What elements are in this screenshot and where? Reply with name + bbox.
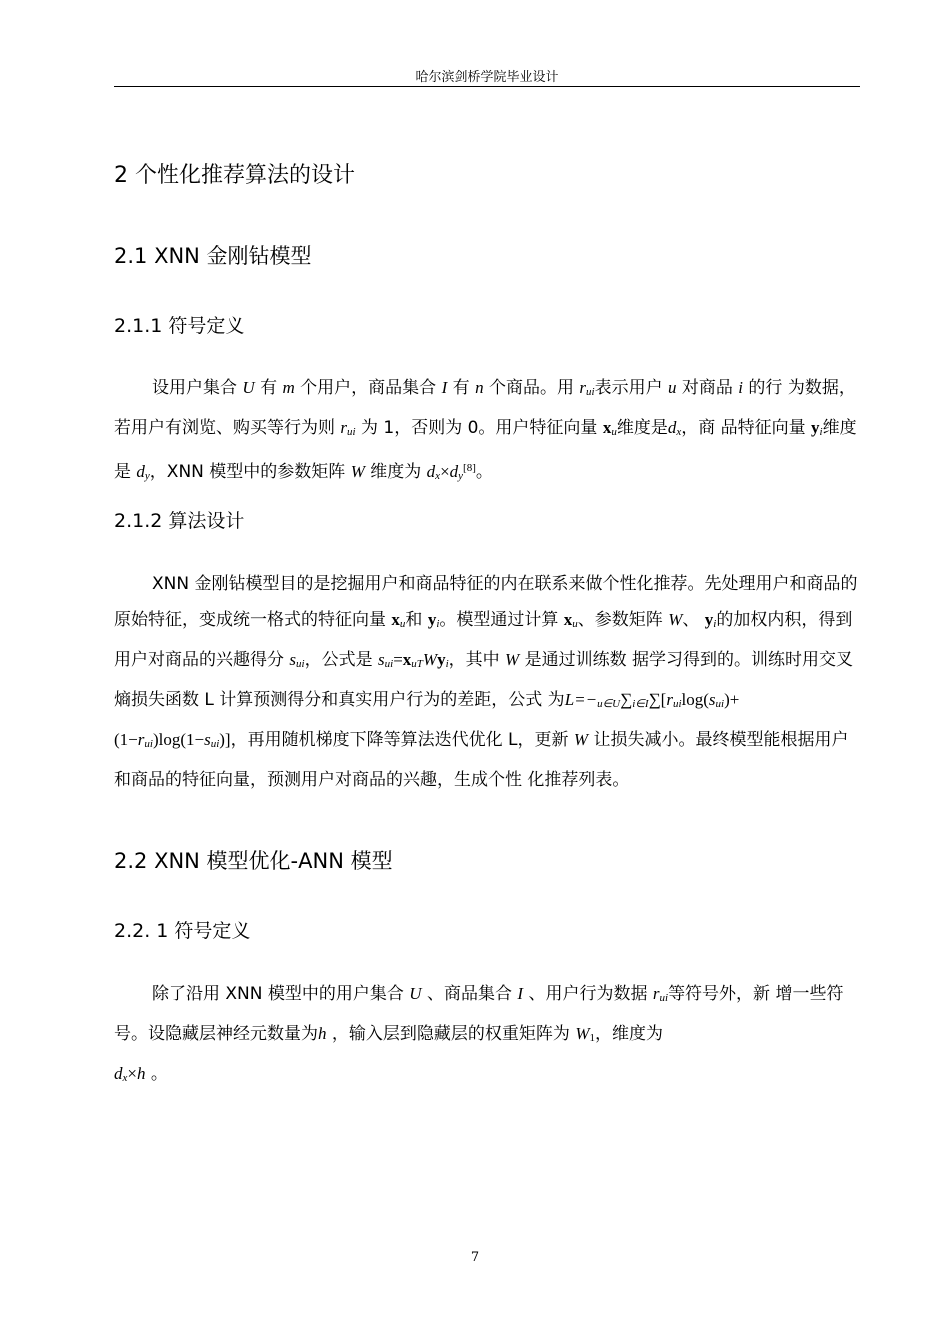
symbol-r: r	[137, 730, 145, 749]
formula-log: )+(1−	[114, 690, 740, 749]
subscript: 1	[589, 1032, 595, 1044]
text: ，维度为	[594, 1024, 663, 1044]
text: 表示用户	[594, 378, 668, 398]
text: 的行 为数据，若用户有浏览、购买等行为则	[114, 378, 856, 438]
text: 、用户行为数据	[523, 984, 653, 1004]
text: 和	[405, 610, 428, 630]
subscript: x	[676, 426, 682, 438]
text: 等符号外，新 增一些符号。设隐藏层神经元数量为	[114, 984, 844, 1044]
paragraph-algorithm-design	[114, 566, 860, 798]
text: ，输入层到隐藏层的权重矩阵为	[326, 1024, 576, 1044]
formula-bracket: ∑[	[648, 690, 667, 709]
symbol-W: W	[422, 650, 438, 669]
symbol-U: U	[242, 378, 255, 397]
symbol-W: W	[668, 610, 683, 629]
symbol-y: y	[811, 418, 820, 437]
subscript: u	[611, 426, 617, 438]
symbol-i: i	[738, 378, 744, 397]
subscript: i	[819, 426, 823, 438]
text: 、商品集合	[421, 984, 518, 1004]
text: 。模型通过计算	[439, 610, 564, 630]
times-sign: ×	[127, 1064, 137, 1083]
symbol-h: h	[318, 1024, 327, 1043]
text: ，公式是	[304, 650, 378, 670]
symbol-r: r	[652, 984, 660, 1003]
formula-log: log(	[681, 690, 709, 709]
section-2-2-title: 2.2 XNN 模型优化-ANN 模型	[114, 849, 393, 873]
times-sign: ×	[440, 462, 450, 481]
subscript: ui	[715, 698, 725, 710]
symbol-n: n	[475, 378, 484, 397]
page-header: 哈尔滨剑桥学院毕业设计	[415, 70, 559, 85]
symbol-d: d	[136, 462, 145, 481]
chapter-title: 2 个性化推荐算法的设计	[114, 163, 355, 188]
text: 让损失减小。最终模型能根据用户和商品的特征向量，预测用户对商品的兴趣，生成个性 化推荐列表。	[114, 730, 849, 790]
equals-sign: =	[393, 650, 403, 669]
subscript: i	[445, 658, 449, 670]
text: 、参数矩阵	[577, 610, 669, 630]
symbol-s: s	[204, 730, 211, 749]
subscript: y	[144, 470, 150, 482]
subscript: ui	[384, 658, 394, 670]
text: 个商品。用	[483, 378, 580, 398]
subscript: ui	[144, 738, 153, 750]
symbol-y: y	[427, 610, 437, 629]
symbol-W: W	[505, 650, 520, 669]
symbol-I: I	[441, 378, 448, 397]
section-2-1-1-title: 2.1.1 符号定义	[114, 315, 245, 337]
subscript: y	[458, 470, 464, 482]
symbol-r: r	[340, 418, 348, 437]
formula-bracket: )]	[219, 730, 231, 749]
subscript: u	[411, 658, 417, 670]
subscript: i	[436, 618, 440, 630]
symbol-x: x	[602, 418, 612, 437]
symbol-r: r	[579, 378, 587, 397]
symbol-s: s	[378, 650, 385, 669]
text: 个用户，商品集合	[294, 378, 442, 398]
section-2-1-title: 2.1 XNN 金刚钻模型	[114, 244, 312, 268]
text: 。	[145, 1064, 168, 1084]
text: 有	[447, 378, 476, 398]
symbol-d: d	[667, 418, 677, 437]
subscript: ui	[296, 658, 305, 670]
text: 的加权内积，得到用户对商品的兴趣得分	[114, 610, 853, 670]
sum-sign: ∑	[620, 690, 633, 709]
symbol-W: W	[350, 462, 365, 481]
text: 设用户集合	[152, 378, 243, 398]
paragraph-symbol-definition	[114, 370, 860, 494]
symbol-y: y	[704, 610, 714, 629]
symbol-x: x	[402, 650, 412, 669]
symbol-U: U	[409, 984, 422, 1003]
symbol-d: d	[426, 462, 436, 481]
symbol-d: d	[449, 462, 459, 481]
symbol-m: m	[282, 378, 295, 397]
subscript: u	[572, 618, 578, 630]
symbol-y: y	[437, 650, 446, 669]
text: 为 1，否则为 0。用户特征向量	[355, 418, 603, 438]
citation: [8]	[463, 462, 476, 474]
text: 。	[475, 462, 493, 482]
symbol-r: r	[666, 690, 673, 709]
symbol-x: x	[391, 610, 400, 629]
symbol-s: s	[708, 690, 716, 709]
text: 维度是	[114, 418, 857, 482]
symbol-u: u	[667, 378, 677, 397]
transpose-mark: T	[416, 658, 423, 670]
subscript: i	[713, 618, 717, 630]
text: ，商 品特征向量	[681, 418, 812, 438]
text: XNN 金刚钻模型目的是挖掘用户和商品特征的内在联系来做个性化推荐。先处理用户和商品的原始特征，变成统一格式的特征向量	[114, 574, 858, 630]
header-rule	[114, 86, 860, 87]
text: 是通过训练数 据学习得到的。训练时用交叉熵损失函数 L 计算预测得分和真实用户行为的差距，公式 为	[114, 650, 854, 710]
symbol-h: h	[136, 1064, 146, 1083]
formula-log: )log(1−	[152, 730, 205, 749]
page-number: 7	[470, 1250, 480, 1265]
sum-index-u: u∈U	[597, 698, 621, 710]
symbol-I: I	[517, 984, 524, 1003]
text: 对商品	[676, 378, 739, 398]
subscript: u	[399, 618, 406, 630]
symbol-s: s	[289, 650, 297, 669]
subscript: ui	[586, 386, 595, 398]
text: 有	[254, 378, 283, 398]
text: 维度是	[616, 418, 668, 438]
subscript: x	[122, 1072, 128, 1084]
text: 维度为	[364, 462, 427, 482]
text: ，其中	[448, 650, 506, 670]
subscript: ui	[659, 992, 669, 1004]
section-2-2-1-title: 2.2. 1 符号定义	[114, 920, 251, 942]
subscript: ui	[347, 426, 356, 438]
symbol-d: d	[114, 1064, 123, 1083]
sum-index-i: i∈I	[632, 698, 649, 710]
text: ，再用随机梯度下降等算法迭代优化 L，更新	[230, 730, 574, 750]
loss-formula-start: L=−	[564, 690, 598, 709]
paragraph-ann-symbols	[114, 976, 860, 1096]
subscript: ui	[210, 738, 220, 750]
text: 、	[682, 610, 705, 630]
text: 除了沿用 XNN 模型中的用户集合	[152, 984, 410, 1004]
subscript: ui	[672, 698, 682, 710]
section-2-1-2-title: 2.1.2 算法设计	[114, 510, 245, 532]
symbol-x: x	[563, 610, 573, 629]
symbol-W: W	[575, 1024, 590, 1043]
text: ，XNN 模型中的参数矩阵	[149, 462, 351, 482]
symbol-W: W	[573, 730, 589, 749]
subscript: x	[435, 470, 441, 482]
